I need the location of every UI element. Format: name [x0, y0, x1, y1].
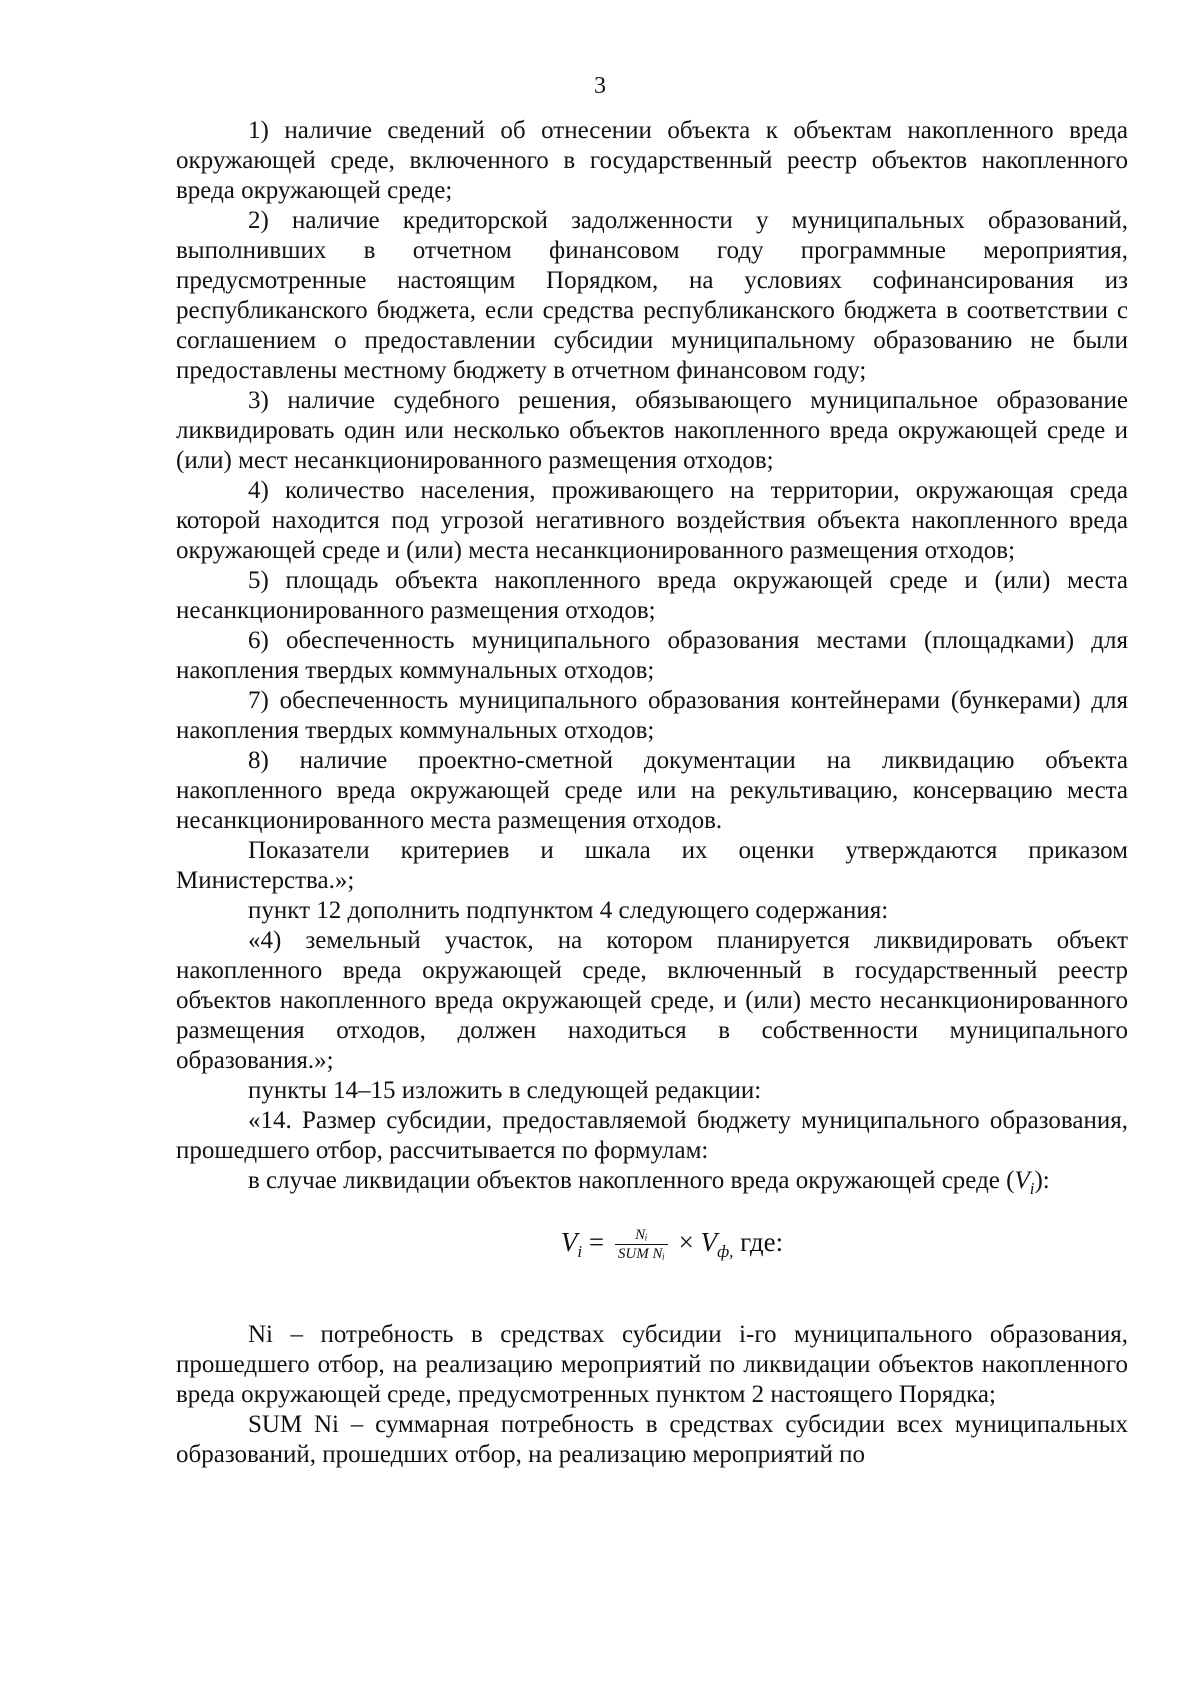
paragraph-amendment-14-15: пункты 14–15 изложить в следующей редакции:	[248, 1077, 762, 1104]
paragraph-subpoint-4: «4) земельный участок, на котором планируется ликвидировать объект накопленного вреда окружающей среде, включенный в государственный реестр объектов накопленного вреда окружающей среде, и (или) место несанкционированного размещения отходов, должен находиться в собственности муниципального образования.»;	[176, 927, 1128, 1074]
formula-rhs-var: V	[700, 1227, 718, 1257]
formula-equals: =	[588, 1227, 605, 1257]
formula-rhs-sub: ф,	[717, 1242, 734, 1261]
paragraph-criterion-7: 7) обеспеченность муниципального образования контейнерами (бункерами) для накопления твердых коммунальных отходов;	[176, 687, 1128, 744]
formula-lhs-var: V	[560, 1227, 578, 1257]
paragraph-criterion-4: 4) количество населения, проживающего на территории, окружающая среда которой находится под угрозой негативного воздействия объекта накопленного вреда окружающей среде и (или) места несанкционированного размещения отходов;	[176, 477, 1128, 564]
paragraph-criterion-5: 5) площадь объекта накопленного вреда окружающей среде и (или) места несанкционированного размещения отходов;	[176, 567, 1128, 624]
paragraph-formula-intro: в случае ликвидации объектов накопленного вреда окружающей среде $(V_i)$:	[248, 1167, 1050, 1198]
formula-times: ×	[678, 1227, 694, 1257]
formula-numerator: Nᵢ	[615, 1226, 668, 1245]
paragraph-criterion-1: 1) наличие сведений об отнесении объекта к объектам накопленного вреда окружающей среде, включенного в государственный реестр объектов накопленного вреда окружающей среде;	[176, 117, 1128, 204]
paragraph-criterion-3: 3) наличие судебного решения, обязывающего муниципальное образование ликвидировать один или несколько объектов накопленного вреда окружающей среде и (или) мест несанкционированного размещения отходов;	[176, 387, 1128, 474]
document-body	[176, 116, 1128, 1470]
paragraph-criterion-2: 2) наличие кредиторской задолженности у муниципальных образований, выполнивших в отчетном финансовом году программные мероприятия, предусмотренные настоящим Порядком, на условиях софинансирования из республиканского бюджета, если средства республиканского бюджета в соответствии с соглашением о предоставлении субсидии муниципальному образованию не были предоставлены местному бюджету в отчетном финансовом году;	[176, 207, 1128, 384]
paragraph-ni-definition: Ni – потребность в средствах субсидии i-го муниципального образования, прошедшего отбор, на реализацию мероприятий по ликвидации объектов накопленного вреда окружающей среде, предусмотренных пунктом 2 настоящего Порядка;	[176, 1321, 1128, 1408]
paragraph-sum-ni-definition: SUM Ni – суммарная потребность в средствах субсидии всех муниципальных образований, прошедших отбор, на реализацию мероприятий по	[176, 1411, 1128, 1468]
paragraph-amendment-12: пункт 12 дополнить подпунктом 4 следующего содержания:	[248, 897, 889, 924]
formula-fraction	[615, 1226, 668, 1263]
paragraph-indicators: Показатели критериев и шкала их оценки утверждаются приказом Министерства.»;	[176, 837, 1128, 894]
paragraph-point-14: «14. Размер субсидии, предоставляемой бюджету муниципального образования, прошедшего отбор, рассчитывается по формулам:	[176, 1107, 1128, 1164]
paragraph-criterion-6: 6) обеспеченность муниципального образования местами (площадками) для накопления твердых коммунальных отходов;	[176, 627, 1128, 684]
spacer	[176, 1296, 1128, 1320]
formula-suffix: где:	[733, 1227, 784, 1257]
formula-denominator: SUM Nᵢ	[617, 1246, 665, 1263]
formula-lhs-sub: i	[577, 1242, 583, 1261]
paragraph-criterion-8: 8) наличие проектно-сметной документации на ликвидацию объекта накопленного вреда окружающей среде или на рекультивацию, консервацию места несанкционированного места размещения отходов.	[176, 747, 1128, 834]
page-number: 3	[594, 73, 606, 99]
subsidy-formula	[176, 1220, 1128, 1280]
